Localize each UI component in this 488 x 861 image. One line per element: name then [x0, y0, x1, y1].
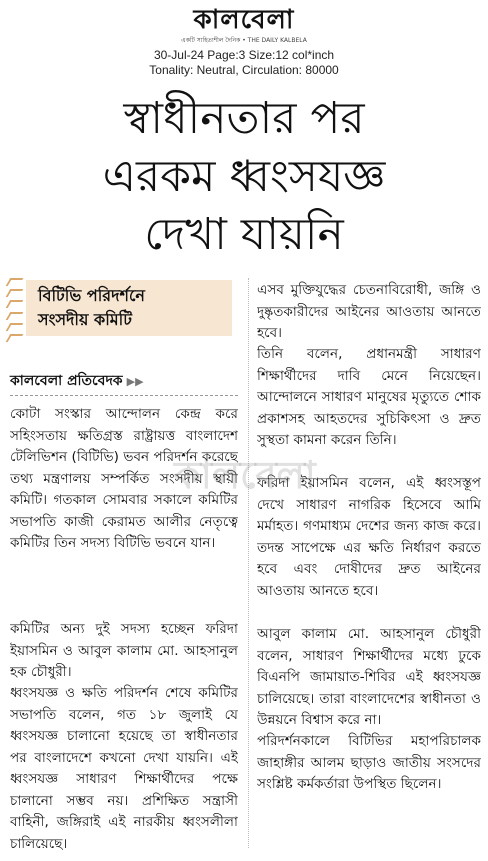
paragraph: এসব মুক্তিযুদ্ধের চেতনাবিরোধী, জঙ্গি ও দুষ্কৃতকারীদের আইনের আওতায় আনতে হবে। — [257, 282, 481, 341]
masthead — [0, 6, 488, 46]
paragraph: কোটা সংস্কার আন্দোলন কেন্দ্র করে সহিংসতায় ক্ষতিগ্রস্ত রাষ্ট্রায়ত্ত বাংলাদেশ টেলিভিশন (বিটিভি) ভবন পরিদর্শন করেছে তথ্য মন্ত্রণালয় সম্পর্কিত সংসদীয় স্থায়ী কমিটি। গতকাল সোমবার সকালে কমিটির সভাপতি কাজী কেরামত আলীর নেতৃত্বে কমিটির তিন সদস্য বিটিভি ভবনে যান। — [10, 406, 238, 551]
byline — [10, 369, 144, 393]
double-chevron-right-icon: ▶▶ — [126, 375, 144, 388]
article-column-2 — [257, 280, 481, 817]
clipping-meta-tonality: Tonality: Neutral, Circulation: 80000 — [149, 63, 339, 77]
paragraph: পরিদর্শনকালে বিটিভির মহাপরিচালক জাহাঙ্গীর আলম ছাড়াও জাতীয় সংসদের সংশ্লিষ্ট কর্মকর্তারা উপস্থিত ছিলেন। — [257, 733, 481, 792]
kicker-line-1: বিটিভি পরিদর্শনে — [38, 286, 145, 305]
headline-line-2: এরকম ধ্বংসযজ্ঞ — [102, 151, 386, 202]
headline-line-1: স্বাধীনতার পর — [123, 93, 365, 144]
newspaper-logo: কালবেলা — [193, 5, 295, 35]
headline-line-3: দেখা যায়নি — [144, 209, 344, 260]
paragraph: কমিটির অন্য দুই সদস্য হচ্ছেন ফরিদা ইয়াসমিন ও আবুল কালাম মো. আহসানুল হক চৌধুরী। — [10, 621, 238, 680]
clipping-meta-date: 30-Jul-24 Page:3 Size:12 col*inch — [153, 48, 335, 62]
byline-text: কালবেলা প্রতিবেদক — [10, 373, 123, 389]
kicker-line-2: সংসদীয় কমিটি — [38, 310, 132, 329]
paragraph: ফরিদা ইয়াসমিন বলেন, এই ধ্বংসস্তূপ দেখে সাধারণ নাগরিক হিসেবে আমি মর্মাহত। গণমাধ্যম দেশের জন্য কাজ করে। তদন্ত সাপেক্ষে এর ক্ষতি নির্ধারণ করতে হবে এবং দোষীদের দ্রুত আইনের আওতায় আনতে হবে। — [257, 475, 481, 599]
kicker-decoration-icon — [8, 278, 22, 342]
byline-divider — [10, 395, 238, 396]
watermark-logo: কালবেলা — [174, 452, 316, 497]
paragraph: তিনি বলেন, প্রধানমন্ত্রী সাধারণ শিক্ষার্থীদের দাবি মেনে নিয়েছেন। আন্দোলনে সাধারণ মানুষের মৃত্যুতে শোক প্রকাশসহ আহতদের সুচিকিৎসা ও দ্রুত সুস্থতা কামনা করেন তিনি। — [257, 346, 481, 448]
paragraph: আবুল কালাম মো. আহসানুল চৌধুরী বলেন, সাধারণ শিক্ষার্থীদের মধ্যে ঢুকে বিএনপি জামায়াত-শিবির এই ধ্বংসযজ্ঞ চালিয়েছে। তারা বাংলাদেশের স্বাধীনতা ও উন্নয়নে বিশ্বাস করে না। — [257, 626, 481, 728]
article-column-1 — [10, 404, 238, 855]
headline — [20, 90, 468, 264]
column-separator — [248, 278, 249, 848]
kicker-box — [26, 280, 232, 336]
newspaper-tagline: একটি সাহিত্যশীল দৈনিক • THE DAILY KALBELA — [181, 37, 307, 44]
paragraph: ধ্বংসযজ্ঞ ও ক্ষতি পরিদর্শন শেষে কমিটির সভাপতি বলেন, গত ১৮ জুলাই যে ধ্বংসযজ্ঞ চালানো হয়েছে তা স্বাধীনতার পর বাংলাদেশে কখনো দেখা যায়নি। এই ধ্বংসযজ্ঞ সাধারণ শিক্ষার্থীদের পক্ষে চালানো সম্ভব নয়। প্রশিক্ষিত সন্ত্রাসী বাহিনী, জঙ্গিরাই এই নারকীয় ধ্বংসলীলা চালিয়েছে। — [10, 685, 238, 852]
